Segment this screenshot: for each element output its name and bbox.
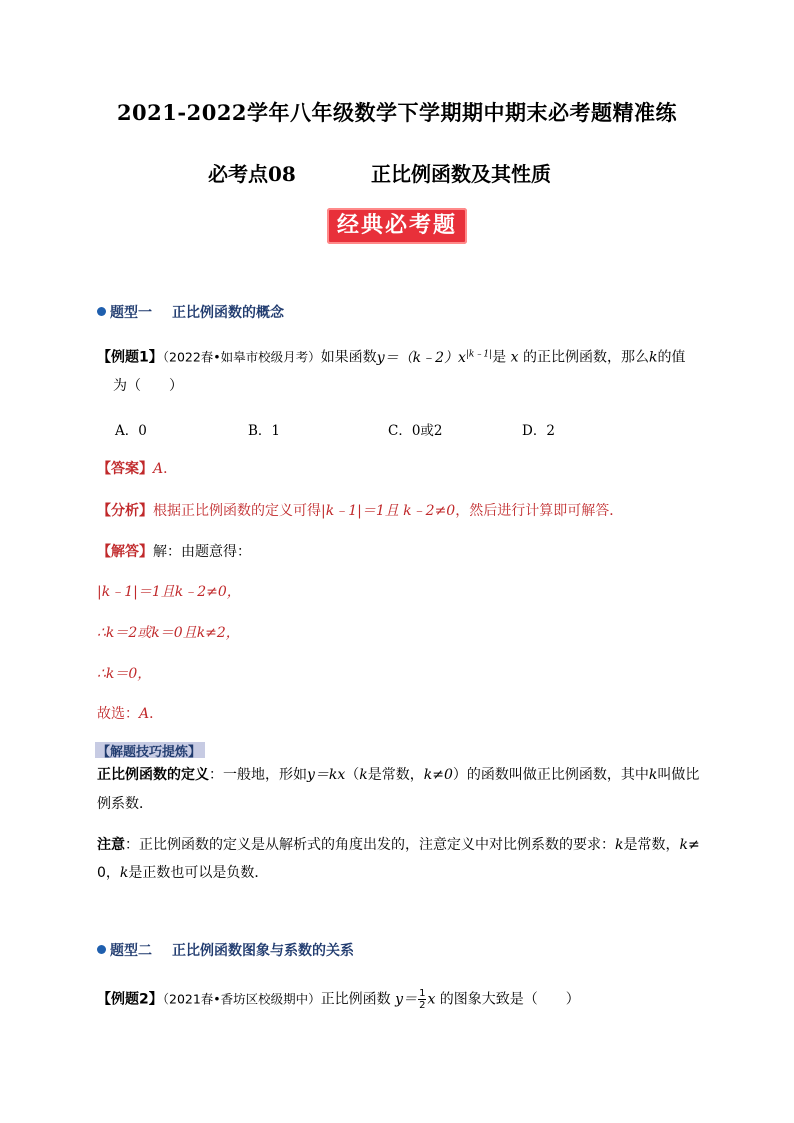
section-label: 题型二 — [110, 943, 152, 959]
question-text: 如果函数 — [320, 349, 377, 366]
example-2-question — [97, 988, 580, 1011]
analysis-line — [97, 500, 623, 520]
math-var-k: k — [679, 837, 688, 853]
punctuation: ． — [149, 706, 164, 722]
classic-badge: 经典必考题 — [327, 208, 467, 244]
note-text: 是正数也可以是负数． — [128, 865, 269, 881]
solution-intro — [97, 541, 251, 561]
definition-text: ）的函数叫做正比例函数，其中 — [452, 767, 649, 783]
fraction-denominator: 2 — [419, 1000, 426, 1011]
question-text: 是 — [492, 349, 507, 366]
punctuation: ． — [163, 461, 178, 477]
example-source: （2022春•如皋市校级月考） — [162, 349, 321, 365]
analysis-text: ，然后进行计算即可解答． — [455, 503, 624, 519]
note-text: ：正比例函数的定义是从解析式的角度出发的，注意定义中对比例系数的要求： — [125, 837, 615, 853]
answer-line — [97, 458, 177, 478]
definition-title: 正比例函数的定义 — [97, 767, 209, 783]
note-text: 是常数， — [623, 837, 680, 853]
question-text: 的正比例函数，那么 — [522, 349, 649, 366]
fraction-one-half — [418, 988, 426, 1011]
solution-step-4 — [97, 703, 163, 723]
math-var-k: k — [615, 837, 624, 853]
tips-label: 【解题技巧提炼】 — [97, 745, 202, 760]
math-var-k: k — [359, 767, 368, 783]
subtitle-topic-number: 必考点08 — [208, 162, 296, 186]
math-var-k: k — [119, 865, 129, 881]
example-tag: 【例题2】 — [97, 991, 163, 1008]
solution-step-3: ∴k＝0， — [97, 666, 152, 682]
solution-step-2: ∴k＝2或k＝0且k≠2， — [97, 625, 240, 641]
definition-text: （ — [345, 767, 360, 783]
example-source: （2021春•香坊区校级期中） — [162, 991, 321, 1007]
math-var-x: x — [510, 349, 519, 366]
math-var-x: x — [427, 991, 436, 1008]
fraction-numerator: 1 — [419, 988, 426, 999]
question-text: 正比例函数 — [320, 991, 391, 1008]
section-heading-1 — [97, 302, 284, 322]
note-line-2 — [97, 862, 268, 882]
solution-text: 解：由题意得： — [153, 544, 251, 560]
option-b: B．1 — [248, 423, 281, 439]
analysis-math: |k﹣1|＝1且 k﹣2≠0 — [321, 503, 456, 519]
analysis-tag: 【分析】 — [97, 503, 153, 519]
answer-value: A — [153, 461, 164, 477]
note-line — [97, 834, 700, 854]
section-title: 正比例函数的概念 — [172, 305, 284, 321]
section-label: 题型一 — [110, 305, 152, 321]
bullet-dot-icon — [97, 945, 106, 954]
definition-text: 叫做比 — [657, 767, 700, 783]
definition-line-2: 例系数． — [97, 796, 153, 812]
solution-answer: A — [139, 706, 150, 722]
math-k-neq-0: k≠0 — [423, 767, 453, 783]
example-1-question-line2: 为（ ） — [113, 378, 183, 394]
question-text: 的值 — [657, 349, 686, 366]
option-d: D．2 — [522, 423, 555, 439]
option-c: C．0或2 — [388, 423, 443, 439]
example-1-question — [97, 346, 685, 367]
question-text: 的图象大致是（ ） — [439, 991, 580, 1008]
example-tag: 【例题1】 — [97, 349, 163, 366]
math-var-k: k — [648, 767, 658, 783]
analysis-text: 根据正比例函数的定义可得 — [153, 503, 321, 519]
answer-tag: 【答案】 — [97, 461, 153, 477]
document-title: 2021-2022学年八年级数学下学期期中期末必考题精准练 — [116, 100, 678, 125]
note-title: 注意 — [97, 837, 125, 853]
definition-text: ：一般地，形如 — [209, 767, 307, 783]
definition-text: 是常数， — [367, 767, 424, 783]
subtitle-topic-name: 正比例函数及其性质 — [371, 162, 551, 186]
section-title: 正比例函数图象与系数的关系 — [172, 943, 354, 959]
bullet-dot-icon — [97, 307, 106, 316]
math-y-equals: y＝ — [395, 991, 418, 1008]
math-var-k: k — [648, 349, 658, 366]
section-heading-2 — [97, 940, 354, 960]
solution-tag: 【解答】 — [97, 544, 153, 560]
solution-text: 故选： — [97, 706, 139, 722]
note-text: 0， — [97, 865, 120, 881]
solution-step-1: |k﹣1|＝1且k﹣2≠0， — [97, 584, 241, 600]
note-text: ≠ — [687, 837, 700, 853]
math-y-kx: y＝kx — [307, 767, 346, 783]
option-a: A．0 — [115, 423, 147, 439]
definition-line — [97, 764, 699, 784]
math-function-expression: $y=(k﹣2)x^{|k﹣1|}$ — [376, 349, 493, 366]
